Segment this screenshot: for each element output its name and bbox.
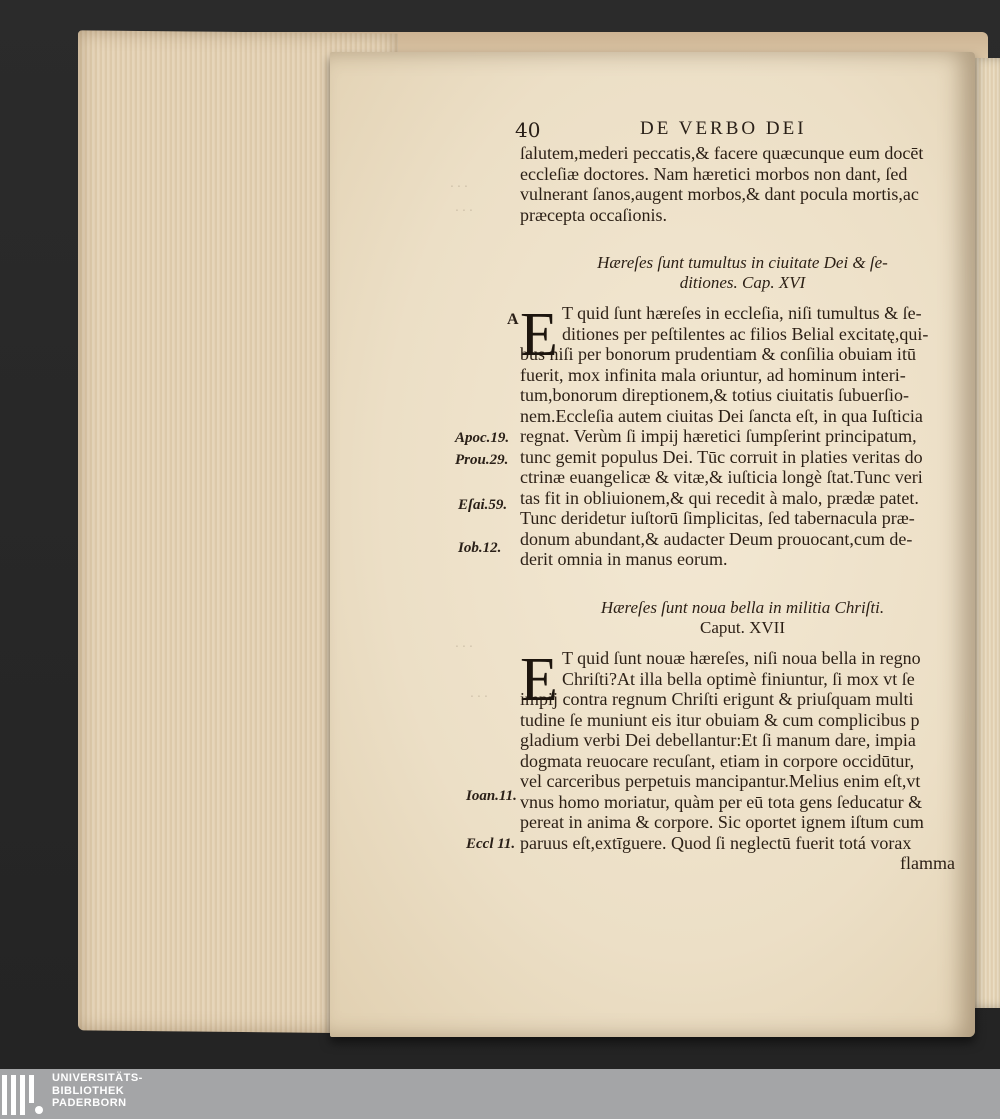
page-number: 40	[515, 118, 541, 142]
text-line: tum,bonorum direptionem,& totius ciuitatis ſubuerſio-	[520, 385, 909, 405]
library-footer-bar	[0, 1069, 1000, 1119]
library-name-line: PADERBORN	[52, 1097, 127, 1109]
text-line: tunc gemit populus Dei. Tūc corruit in platies veritas do	[520, 446, 923, 467]
text-line: impij contra regnum Chriſti erigunt & priuſquam multi	[520, 689, 914, 709]
running-head	[515, 118, 945, 146]
text-line: nem.Eccleſia autem ciuitas Dei ſancta eſt, in qua Iuſticia	[520, 405, 923, 426]
show-through-mark: · · ·	[450, 180, 468, 195]
text-line: ſalutem,mederi peccatis,& facere quæcunque eum docēt	[520, 143, 924, 163]
text-line: fuerit, mox infinita mala oriuntur, ad hominum interi-	[520, 364, 906, 385]
show-through-mark: · · ·	[455, 640, 473, 655]
drop-cap: E	[520, 646, 558, 714]
text-line: vnus homo moriatur, quàm per eū tota gens ſeducatur &	[520, 791, 923, 812]
library-logo-icon	[0, 1071, 46, 1117]
margin-section-letter: A	[507, 311, 519, 328]
text-line: tudine ſe muniunt eis itur obuiam & cum complicibus p	[520, 709, 920, 730]
text-line: præcepta occaſionis.	[520, 204, 667, 225]
margin-note: Eccl 11.	[466, 836, 516, 852]
chapter-heading-line: ditiones. Cap. XVI	[679, 273, 806, 292]
text-line: T quid ſunt nouæ hæreſes, niſi noua bella in regno	[562, 648, 921, 668]
margin-note: Ioan.11.	[466, 788, 517, 804]
chapter-17-heading	[520, 598, 965, 638]
margin-note: Prou.29.	[455, 452, 509, 468]
chapter-17-body	[520, 648, 965, 874]
intro-paragraph	[520, 143, 965, 225]
text-line: dogmata reuocare recuſant, etiam in corpore occidūtur,	[520, 750, 915, 771]
chapter-16-heading	[520, 253, 965, 293]
text-line: bus niſi per bonorum prudentiam & conſilia obuiam itū	[520, 344, 916, 364]
text-line: gladium verbi Dei debellantur:Et ſi manum dare, impia	[520, 730, 916, 750]
library-name-line: BIBLIOTHEK	[52, 1084, 125, 1097]
text-line: donum abundant,& audacter Deum prouocant,cum de-	[520, 528, 913, 549]
text-line: vulnerant ſanos,augent morbos,& dant pocula mortis,ac	[520, 184, 919, 204]
text-line: paruus eſt,extīguere. Quod ſi neglectū fuerit totá vorax	[520, 832, 912, 853]
margin-note: Iob.12.	[458, 540, 502, 556]
text-line: T quid ſunt hæreſes in eccleſia, niſi tumultus & ſe-	[562, 303, 922, 323]
margin-note: Eſai.59.	[458, 497, 508, 513]
text-line: Chriſti?At illa bella optimè finiuntur, ſi mox vt ſe	[562, 668, 915, 689]
chapter-heading-line: Caput. XVII	[700, 618, 785, 637]
text-line: ctrinæ euangelicæ & vitæ,& iuſticia longè ſtat.Tunc veri	[520, 467, 923, 487]
text-line: vel carceribus perpetuis mancipantur.Melius enim eſt,vt	[520, 771, 921, 791]
text-line: derit omnia in manus eorum.	[520, 549, 728, 569]
running-title: DE VERBO DEI	[640, 118, 807, 139]
chapter-heading-line: Hæreſes ſunt noua bella in militia Chriſti.	[600, 598, 885, 617]
chapter-heading-line: Hæreſes ſunt tumultus in ciuitate Dei & ſe-	[597, 253, 888, 272]
show-through-mark: · · ·	[455, 204, 473, 219]
text-line: ditiones per peſtilentes ac filios Belial excitatę,qui-	[562, 323, 929, 344]
margin-note: Apoc.19.	[455, 430, 510, 446]
text-line: eccleſiæ doctores. Nam hæretici morbos non dant, ſed	[520, 163, 908, 184]
library-name	[52, 1072, 143, 1110]
drop-cap: E	[520, 301, 558, 369]
text-line: pereat in anima & corpore. Sic oportet ignem iſtum cum	[520, 812, 924, 832]
library-name-line: UNIVERSITÄTS-	[52, 1072, 143, 1084]
text-line: tas fit in obliuionem,& qui recedit à malo, prædæ patet.	[520, 487, 919, 508]
catchword: flamma	[900, 853, 955, 873]
chapter-16-body	[520, 303, 965, 570]
text-line: regnat. Verùm ſi impij hæretici ſumpſerint principatum,	[520, 426, 917, 446]
text-line: Tunc deridetur iuſtorū ſimplicitas, ſed tabernacula præ-	[520, 508, 915, 528]
show-through-mark: · · ·	[470, 690, 488, 705]
